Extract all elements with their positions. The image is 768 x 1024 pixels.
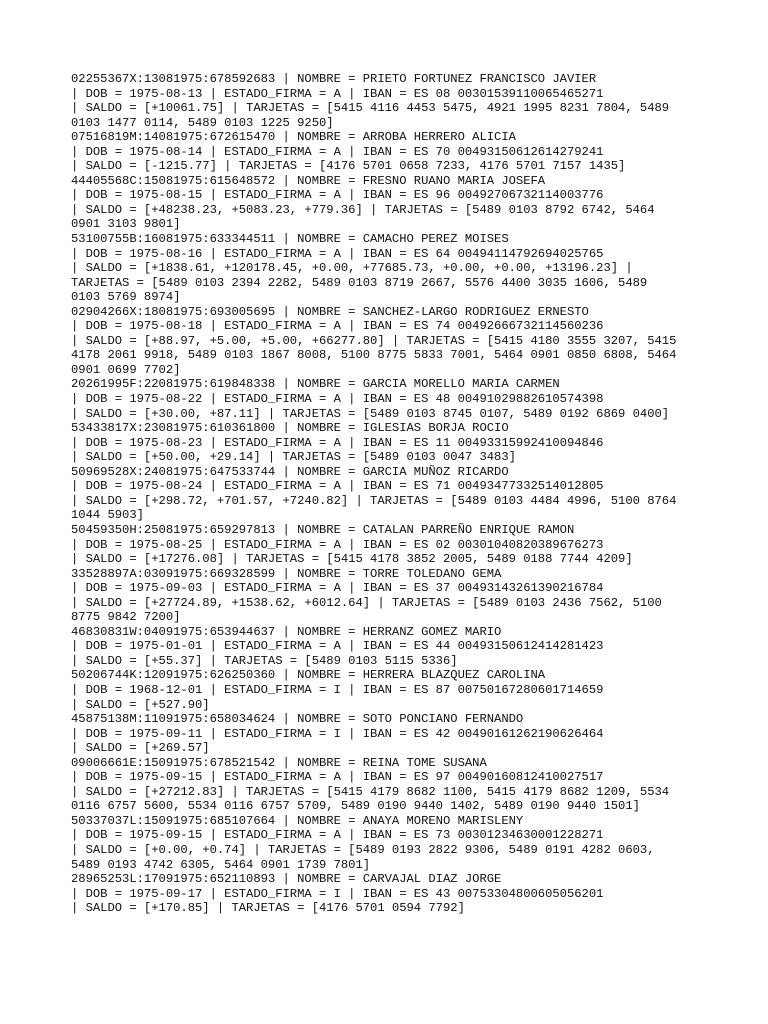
text-line: | SALDO = [+88.97, +5.00, +5.00, +66277.80] | TARJETAS = [5415 4180 3555 3207, 5415 (71, 333, 677, 348)
text-line: 02904266X:18081975:693005695 | NOMBRE = SANCHEZ-LARGO RODRIGUEZ ERNESTO (71, 304, 589, 319)
text-line: | DOB = 1975-08-14 | ESTADO_FIRMA = A | IBAN = ES 70 00493150612614279241 (71, 144, 604, 159)
text-line: 0116 6757 5600, 5534 0116 6757 5709, 5489 0190 9440 1402, 5489 0190 9440 1501] (71, 799, 640, 814)
text-line: 44405568C:15081975:615648572 | NOMBRE = FRESNO RUANO MARIA JOSEFA (71, 173, 546, 188)
text-line: 50969528X:24081975:647533744 | NOMBRE = GARCIA MUÑOZ RICARDO (71, 464, 509, 479)
text-line: | DOB = 1975-09-11 | ESTADO_FIRMA = I | IBAN = ES 42 00490161262190626464 (71, 726, 604, 741)
text-line: | SALDO = [+55.37] | TARJETAS = [5489 0103 5115 5336] (71, 653, 458, 668)
text-line: | SALDO = [+170.85] | TARJETAS = [4176 5701 0594 7792] (71, 901, 465, 916)
text-line: 1044 5903] (71, 508, 144, 523)
text-line: | SALDO = [+17276.08] | TARJETAS = [5415 4178 3852 2005, 5489 0188 7744 4209] (71, 552, 633, 567)
text-line: | SALDO = [+27212.83] | TARJETAS = [5415 4179 8682 1100, 5415 4179 8682 1209, 5534 (71, 784, 670, 799)
text-line: 53433817X:23081975:610361800 | NOMBRE = IGLESIAS BORJA ROCIO (71, 421, 509, 436)
text-line: | SALDO = [+527.90] (71, 697, 210, 712)
text-line: | SALDO = [+48238.23, +5083.23, +779.36] | TARJETAS = [5489 0103 8792 6742, 5464 (71, 202, 655, 217)
text-line: | DOB = 1975-08-23 | ESTADO_FIRMA = A | IBAN = ES 11 00493315992410094846 (71, 435, 604, 450)
text-line: | SALDO = [+0.00, +0.74] | TARJETAS = [5489 0193 2822 9306, 5489 0191 4282 0603, (71, 842, 655, 857)
text-line: 07516819M:14081975:672615470 | NOMBRE = ARROBA HERRERO ALICIA (71, 130, 516, 145)
text-line: 8775 9842 7200] (71, 610, 181, 625)
text-line: | DOB = 1975-01-01 | ESTADO_FIRMA = A | IBAN = ES 44 00493150612414281423 (71, 639, 604, 654)
document-page (71, 72, 701, 916)
text-line: TARJETAS = [5489 0103 2394 2282, 5489 0103 8719 2667, 5576 4400 3035 1606, 5489 (71, 275, 648, 290)
text-line: | DOB = 1975-09-15 | ESTADO_FIRMA = A | IBAN = ES 97 00490160812410027517 (71, 770, 604, 785)
text-line: 0103 5769 8974] (71, 290, 181, 305)
text-line: 50337037L:15091975:685107664 | NOMBRE = ANAYA MORENO MARISLENY (71, 813, 524, 828)
text-line: 0901 3103 9801] (71, 217, 181, 232)
text-line: 28965253L:17091975:652110893 | NOMBRE = CARVAJAL DIAZ JORGE (71, 872, 502, 887)
text-line: | SALDO = [+10061.75] | TARJETAS = [5415 4116 4453 5475, 4921 1995 8231 7804, 5489 (71, 101, 670, 116)
text-line: | DOB = 1975-08-16 | ESTADO_FIRMA = A | IBAN = ES 64 00494114792694025765 (71, 246, 604, 261)
text-line: 33528897A:03091975:669328599 | NOMBRE = TORRE TOLEDANO GEMA (71, 566, 502, 581)
text-line: 20261995F:22081975:619848338 | NOMBRE = GARCIA MORELLO MARIA CARMEN (71, 377, 560, 392)
text-line: | DOB = 1975-08-24 | ESTADO_FIRMA = A | IBAN = ES 71 00493477332514012805 (71, 479, 604, 494)
text-line: | DOB = 1975-09-15 | ESTADO_FIRMA = A | IBAN = ES 73 00301234630001228271 (71, 828, 604, 843)
text-line: | SALDO = [+27724.89, +1538.62, +6012.64] | TARJETAS = [5489 0103 2436 7562, 5100 (71, 595, 662, 610)
text-line: 02255367X:13081975:678592683 | NOMBRE = PRIETO FORTUNEZ FRANCISCO JAVIER (71, 72, 597, 86)
text-line: 45875138M:11091975:658034624 | NOMBRE = SOTO PONCIANO FERNANDO (71, 712, 524, 727)
text-line: 46830831W:04091975:653944637 | NOMBRE = HERRANZ GOMEZ MARIO (71, 624, 502, 639)
text-line: 4178 2061 9918, 5489 0103 1867 8008, 5100 8775 5833 7001, 5464 0901 0850 6808, 5464 (71, 348, 677, 363)
text-line: | DOB = 1975-09-17 | ESTADO_FIRMA = I | IBAN = ES 43 00753304800605056201 (71, 886, 604, 901)
text-line: 53100755B:16081975:633344511 | NOMBRE = CAMACHO PEREZ MOISES (71, 232, 509, 247)
text-line: | SALDO = [+298.72, +701.57, +7240.82] | TARJETAS = [5489 0103 4484 4996, 5100 8764 (71, 493, 677, 508)
text-line: | DOB = 1975-08-25 | ESTADO_FIRMA = A | IBAN = ES 02 00301040820389676273 (71, 537, 604, 552)
text-line: | DOB = 1975-08-13 | ESTADO_FIRMA = A | IBAN = ES 08 00301539110065465271 (71, 86, 604, 101)
text-line: | DOB = 1975-08-22 | ESTADO_FIRMA = A | IBAN = ES 48 00491029882610574398 (71, 392, 604, 407)
text-line: | DOB = 1975-09-03 | ESTADO_FIRMA = A | IBAN = ES 37 00493143261390216784 (71, 581, 604, 596)
text-line: | SALDO = [+50.00, +29.14] | TARJETAS = [5489 0103 0047 3483] (71, 450, 516, 465)
text-line: 0901 0699 7702] (71, 362, 181, 377)
text-line: 5489 0193 4742 6305, 5464 0901 1739 7801] (71, 857, 371, 872)
text-line: | DOB = 1975-08-15 | ESTADO_FIRMA = A | IBAN = ES 96 00492706732114003776 (71, 188, 604, 203)
text-line: | SALDO = [+269.57] (71, 741, 210, 756)
text-line: 09006661E:15091975:678521542 | NOMBRE = REINA TOME SUSANA (71, 755, 487, 770)
text-line: 50206744K:12091975:626250360 | NOMBRE = HERRERA BLAZQUEZ CAROLINA (71, 668, 546, 683)
text-line: 0103 1477 0114, 5489 0103 1225 9250] (71, 115, 334, 130)
text-line: 50459350H:25081975:659297813 | NOMBRE = CATALAN PARREÑO ENRIQUE RAMON (71, 522, 575, 537)
text-line: | SALDO = [-1215.77] | TARJETAS = [4176 5701 0658 7233, 4176 5701 7157 1435] (71, 159, 626, 174)
text-line: | DOB = 1968-12-01 | ESTADO_FIRMA = I | IBAN = ES 87 00750167280601714659 (71, 682, 604, 697)
text-line: | SALDO = [+30.00, +87.11] | TARJETAS = [5489 0103 8745 0107, 5489 0192 6869 0400] (71, 406, 670, 421)
text-line: | DOB = 1975-08-18 | ESTADO_FIRMA = A | IBAN = ES 74 00492666732114560236 (71, 319, 604, 334)
text-line: | SALDO = [+1838.61, +120178.45, +0.00, +77685.73, +0.00, +0.00, +13196.23] | (71, 261, 633, 276)
